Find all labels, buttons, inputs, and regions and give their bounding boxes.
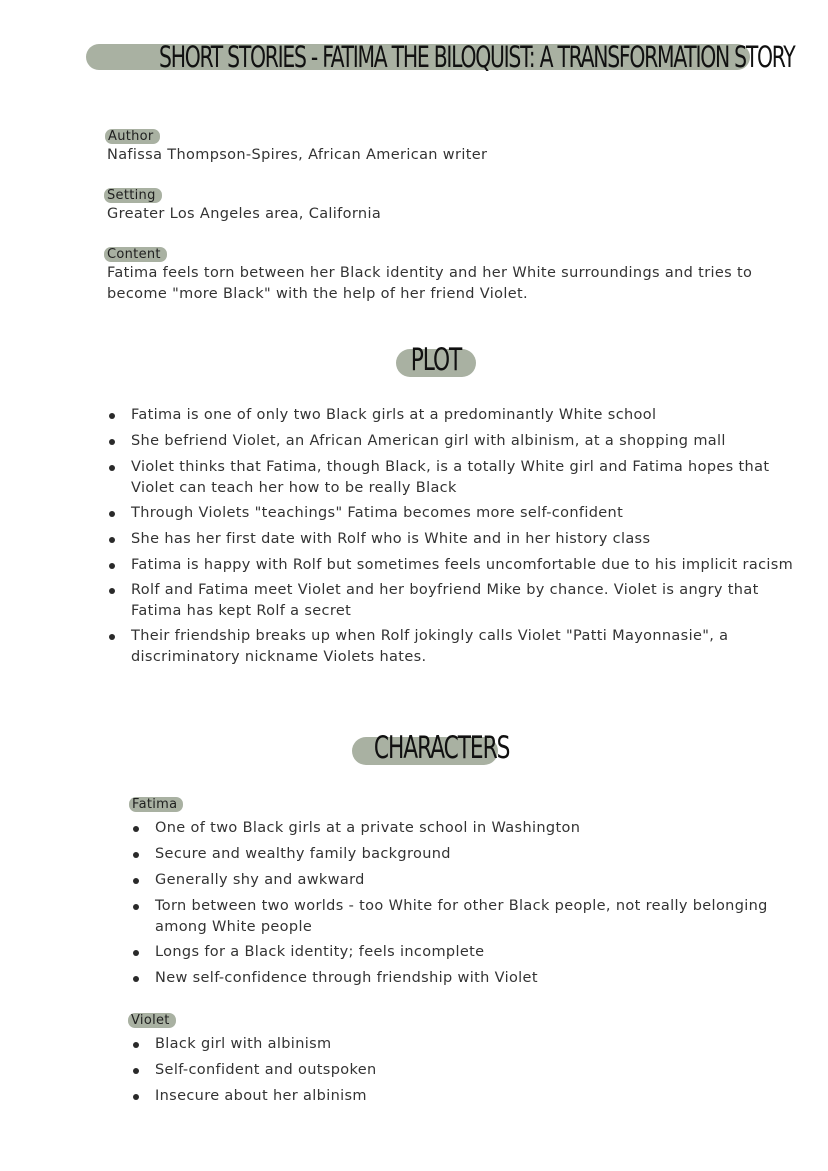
list-item: Self-confident and outspoken — [131, 1060, 771, 1081]
author-value: Nafissa Thompson-Spires, African American writer — [107, 147, 488, 163]
list-item: Fatima is happy with Rolf but sometimes feels uncomfortable due to his implicit racism — [107, 555, 797, 576]
list-item: New self-confidence through friendship with Violet — [131, 968, 771, 989]
characters-heading-text: CHARACTERS — [373, 730, 510, 766]
plot-list — [107, 405, 797, 668]
list-item: Black girl with albinism — [131, 1034, 771, 1055]
list-item: Violet thinks that Fatima, though Black, is a totally White girl and Fatima hopes that Violet can teach her how to be really Black — [107, 457, 797, 499]
violet-label: Violet — [128, 1013, 176, 1028]
fatima-traits-list — [131, 818, 771, 989]
setting-label: Setting — [104, 188, 162, 203]
list-item: Secure and wealthy family background — [131, 844, 771, 865]
violet-traits-list — [131, 1034, 771, 1107]
list-item: Longs for a Black identity; feels incomplete — [131, 942, 771, 963]
list-item: She has her first date with Rolf who is White and in her history class — [107, 529, 797, 550]
list-item: One of two Black girls at a private school in Washington — [131, 818, 771, 839]
list-item: Insecure about her albinism — [131, 1086, 771, 1107]
list-item: Rolf and Fatima meet Violet and her boyfriend Mike by chance. Violet is angry that Fatima has kept Rolf a secret — [107, 580, 797, 622]
list-item: Their friendship breaks up when Rolf jokingly calls Violet "Patti Mayonnasie", a discriminatory nickname Violets hates. — [107, 626, 797, 668]
content-label: Content — [104, 247, 167, 262]
fatima-label: Fatima — [129, 797, 183, 812]
list-item: Fatima is one of only two Black girls at a predominantly White school — [107, 405, 797, 426]
setting-value: Greater Los Angeles area, California — [107, 206, 382, 222]
list-item: Generally shy and awkward — [131, 870, 771, 891]
content-value: Fatima feels torn between her Black identity and her White surroundings and tries to become "more Black" with the help of her friend Violet. — [107, 265, 753, 302]
page-title-banner — [86, 38, 795, 74]
list-item: Through Violets "teachings" Fatima becomes more self-confident — [107, 503, 797, 524]
author-label: Author — [105, 129, 160, 144]
plot-heading-text: PLOT — [410, 342, 462, 378]
list-item: She befriend Violet, an African American girl with albinism, at a shopping mall — [107, 431, 797, 452]
plot-heading — [396, 342, 476, 382]
list-item: Torn between two worlds - too White for other Black people, not really belonging among White people — [131, 896, 771, 938]
page-title: SHORT STORIES - FATIMA THE BILOQUIST: A TRANSFORMATION STORY — [159, 40, 795, 74]
characters-heading — [352, 730, 510, 770]
